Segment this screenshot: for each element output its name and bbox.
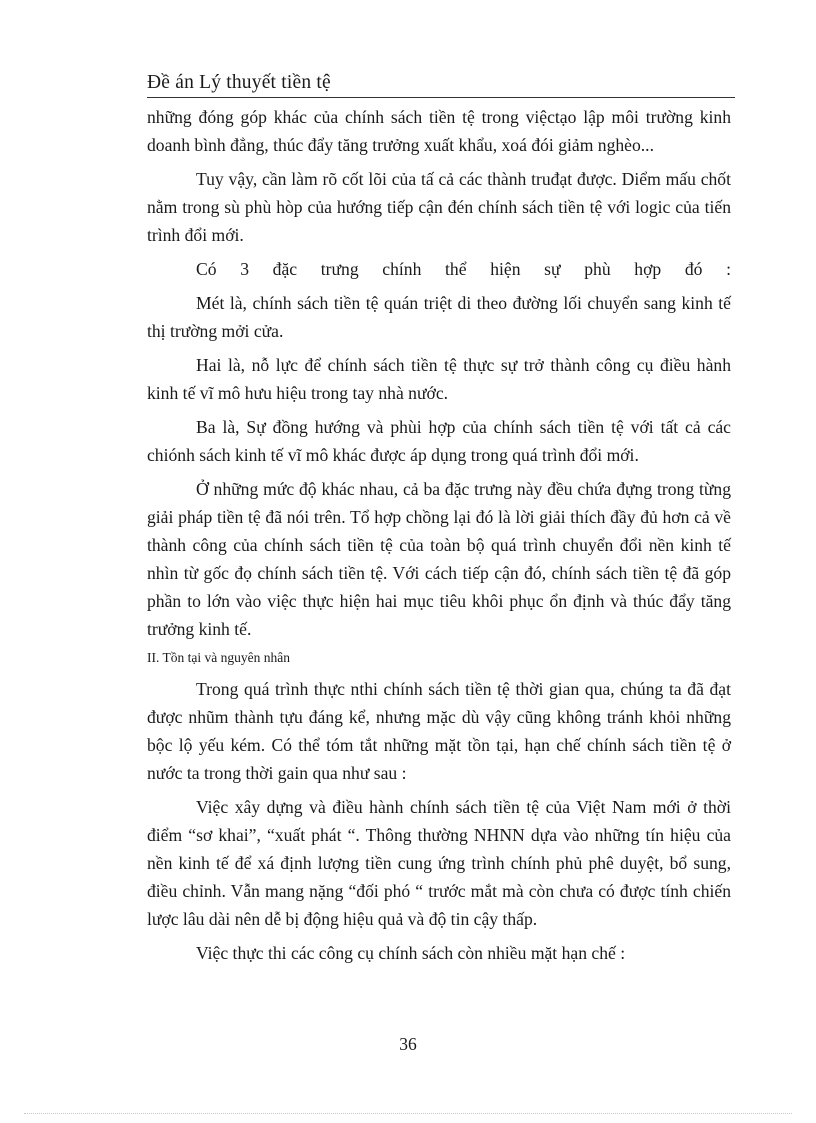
paragraph-3: Có 3 đặc trưng chính thể hiện sự phù hợp đó : bbox=[196, 259, 731, 279]
paragraph-1: những đóng góp khác của chính sách tiền tệ trong việctạo lập môi trường kinh doanh bình đẳng, thúc đẩy tăng trưởng xuất khẩu, xoá đói giảm nghèo... bbox=[147, 107, 731, 155]
paragraph-10: Việc thực thi các công cụ chính sách còn nhiều mặt hạn chế : bbox=[196, 943, 626, 963]
page-number: 36 bbox=[399, 1034, 417, 1054]
paragraph-4: Mét là, chính sách tiền tệ quán triệt di theo đường lối chuyển sang kinh tế thị trường mởi cửa. bbox=[147, 293, 731, 341]
paragraph-7: Ở những mức độ khác nhau, cả ba đặc trưng này đều chứa đựng trong từng giải pháp tiền tệ đã nói trên. Tổ hợp chồng lại đó là lời giải thích đầy đủ hơn cả về thành công của chính sách tiền tệ của toàn bộ quá trình chuyển đổi nền kinh tế nhìn từ gốc đọ chính sách tiền tệ. Với cách tiếp cận đó, chính sách tiền tệ đã góp phần to lớn vào việc thực hiện hai mục tiêu khôi phục ổn định và thúc đẩy tăng trưởng kinh tế. bbox=[147, 479, 731, 639]
paragraph-2: Tuy vậy, cần làm rõ cốt lõi của tấ cả các thành truđạt được. Diểm mấu chốt nằm trong sù phù hòp của hướng tiếp cận đén chính sách tiền tệ với logic của tiến trình đổi mới. bbox=[147, 169, 731, 245]
paragraph-6: Ba là, Sự đồng hướng và phùi hợp của chính sách tiền tệ với tất cả các chiónh sách kinh tế vĩ mô khác được áp dụng trong quá trình đổi mới. bbox=[147, 417, 731, 465]
document-body bbox=[147, 103, 731, 967]
page-header bbox=[147, 67, 735, 98]
footer-divider bbox=[24, 1113, 792, 1114]
section-heading: II. Tồn tại và nguyên nhân bbox=[147, 650, 290, 665]
paragraph-5: Hai là, nỗ lực để chính sách tiền tệ thực sự trở thành công cụ điều hành kinh tế vĩ mô hưu hiệu trong tay nhà nước. bbox=[147, 355, 731, 403]
paragraph-9: Việc xây dựng và điều hành chính sách tiền tệ của Việt Nam mới ở thời điểm “sơ khai”, “xuất phát “. Thông thường NHNN dựa vào những tín hiệu của nền kinh tế để xá định lượng tiền cung ứng trình chính phủ phê duyệt, bổ sung, điều chỉnh. Vẫn mang nặng “đối phó “ trước mắt mà còn chưa có được tính chiến lược lâu dài nên dễ bị động hiệu quả và độ tin cậy thấp. bbox=[147, 797, 731, 929]
header-title: Đề án Lý thuyết tiền tệ bbox=[147, 72, 331, 93]
paragraph-8: Trong quá trình thực nthi chính sách tiền tệ thời gian qua, chúng ta đã đạt được nhũm thành tựu đáng kể, nhưng mặc dù vậy cũng không tránh khỏi những bộc lộ yếu kém. Có thể tóm tắt những mặt tồn tại, hạn chế chính sách tiền tệ ở nước ta trong thời gain qua như sau : bbox=[147, 679, 731, 783]
